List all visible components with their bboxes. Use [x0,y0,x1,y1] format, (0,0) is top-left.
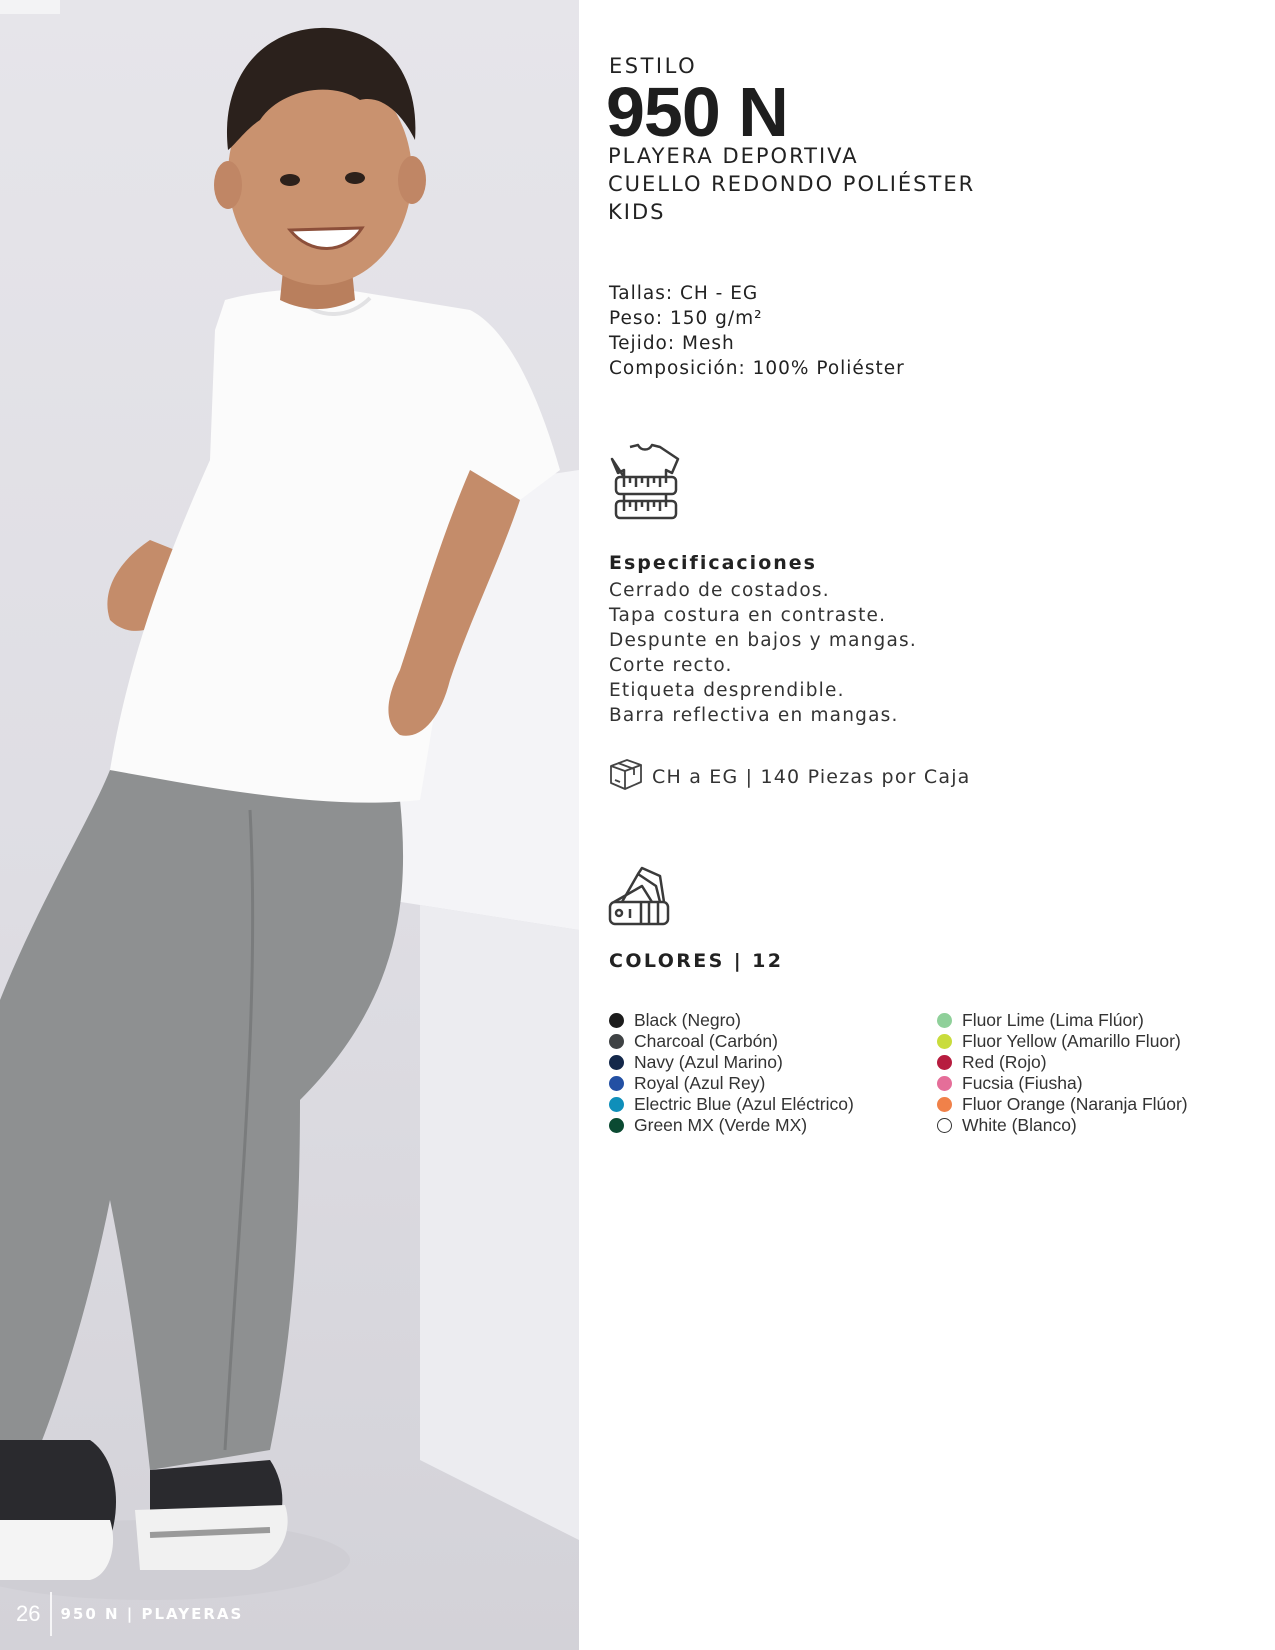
list-item: Corte recto. [609,655,733,676]
color-swatch-fan-icon [608,866,670,930]
color-label: White (Blanco) [962,1115,1077,1135]
color-swatch [609,1013,624,1028]
especificaciones-title: Especificaciones [609,552,817,574]
list-item: Cerrado de costados. [609,580,830,601]
packaging-text: CH a EG | 140 Piezas por Caja [652,765,971,788]
subtitle-line: PLAYERA DEPORTIVA [608,144,859,168]
color-label: Black (Negro) [634,1010,741,1030]
color-swatch [609,1118,624,1133]
color-swatch [937,1034,952,1049]
color-list-right [937,1010,1188,1136]
spec-list [609,281,905,381]
color-item [937,1094,1188,1115]
product-photo [0,0,579,1650]
color-label: Fluor Lime (Lima Flúor) [962,1010,1144,1030]
list-item: Etiqueta desprendible. [609,680,845,701]
color-list-left [609,1010,854,1136]
color-label: Navy (Azul Marino) [634,1052,783,1072]
style-code: 950 N [606,73,788,151]
color-label: Electric Blue (Azul Eléctrico) [634,1094,854,1114]
color-swatch [937,1097,952,1112]
page-number: 26 [16,1592,52,1636]
color-item [937,1010,1188,1031]
color-item [609,1094,854,1115]
page-tab-marker [0,0,60,14]
color-item [937,1115,1188,1136]
tshirt-measure-icon [608,443,682,531]
color-swatch [937,1013,952,1028]
especificaciones-list [609,578,917,728]
color-label: Charcoal (Carbón) [634,1031,778,1051]
color-swatch [609,1034,624,1049]
color-swatch [937,1076,952,1091]
list-item: Despunte en bajos y mangas. [609,630,917,651]
color-label: Fucsia (Fiusha) [962,1073,1083,1093]
subtitle-line: CUELLO REDONDO POLIÉSTER [608,172,976,196]
page-footer [16,1592,243,1636]
style-label: ESTILO [609,54,698,78]
color-swatch [609,1076,624,1091]
color-swatch [609,1097,624,1112]
color-item [609,1031,854,1052]
list-item: Tapa costura en contraste. [609,605,887,626]
colors-title: COLORES | 12 [609,950,784,972]
color-label: Royal (Azul Rey) [634,1073,766,1093]
spec-composition: Composición: 100% Poliéster [609,358,905,379]
color-item [609,1115,854,1136]
spec-sizes: Tallas: CH - EG [609,283,759,304]
color-swatch [609,1055,624,1070]
footer-section: 950 N | PLAYERAS [60,1605,244,1623]
product-subtitle [608,142,975,226]
color-swatch [937,1118,952,1133]
color-item [937,1031,1188,1052]
list-item: Barra reflectiva en mangas. [609,705,899,726]
spec-fabric: Tejido: Mesh [609,333,735,354]
subtitle-line: KIDS [608,200,666,224]
color-item [937,1073,1188,1094]
kid-model-illustration [0,0,579,1650]
color-item [609,1052,854,1073]
color-swatch [937,1055,952,1070]
box-icon [608,756,644,797]
color-item [609,1010,854,1031]
color-label: Fluor Orange (Naranja Flúor) [962,1094,1188,1114]
color-label: Red (Rojo) [962,1052,1047,1072]
color-item [609,1073,854,1094]
color-item [937,1052,1188,1073]
color-label: Green MX (Verde MX) [634,1115,808,1135]
color-label: Fluor Yellow (Amarillo Fluor) [962,1031,1181,1051]
packaging-info [608,756,971,797]
spec-weight: Peso: 150 g/m² [609,308,763,329]
